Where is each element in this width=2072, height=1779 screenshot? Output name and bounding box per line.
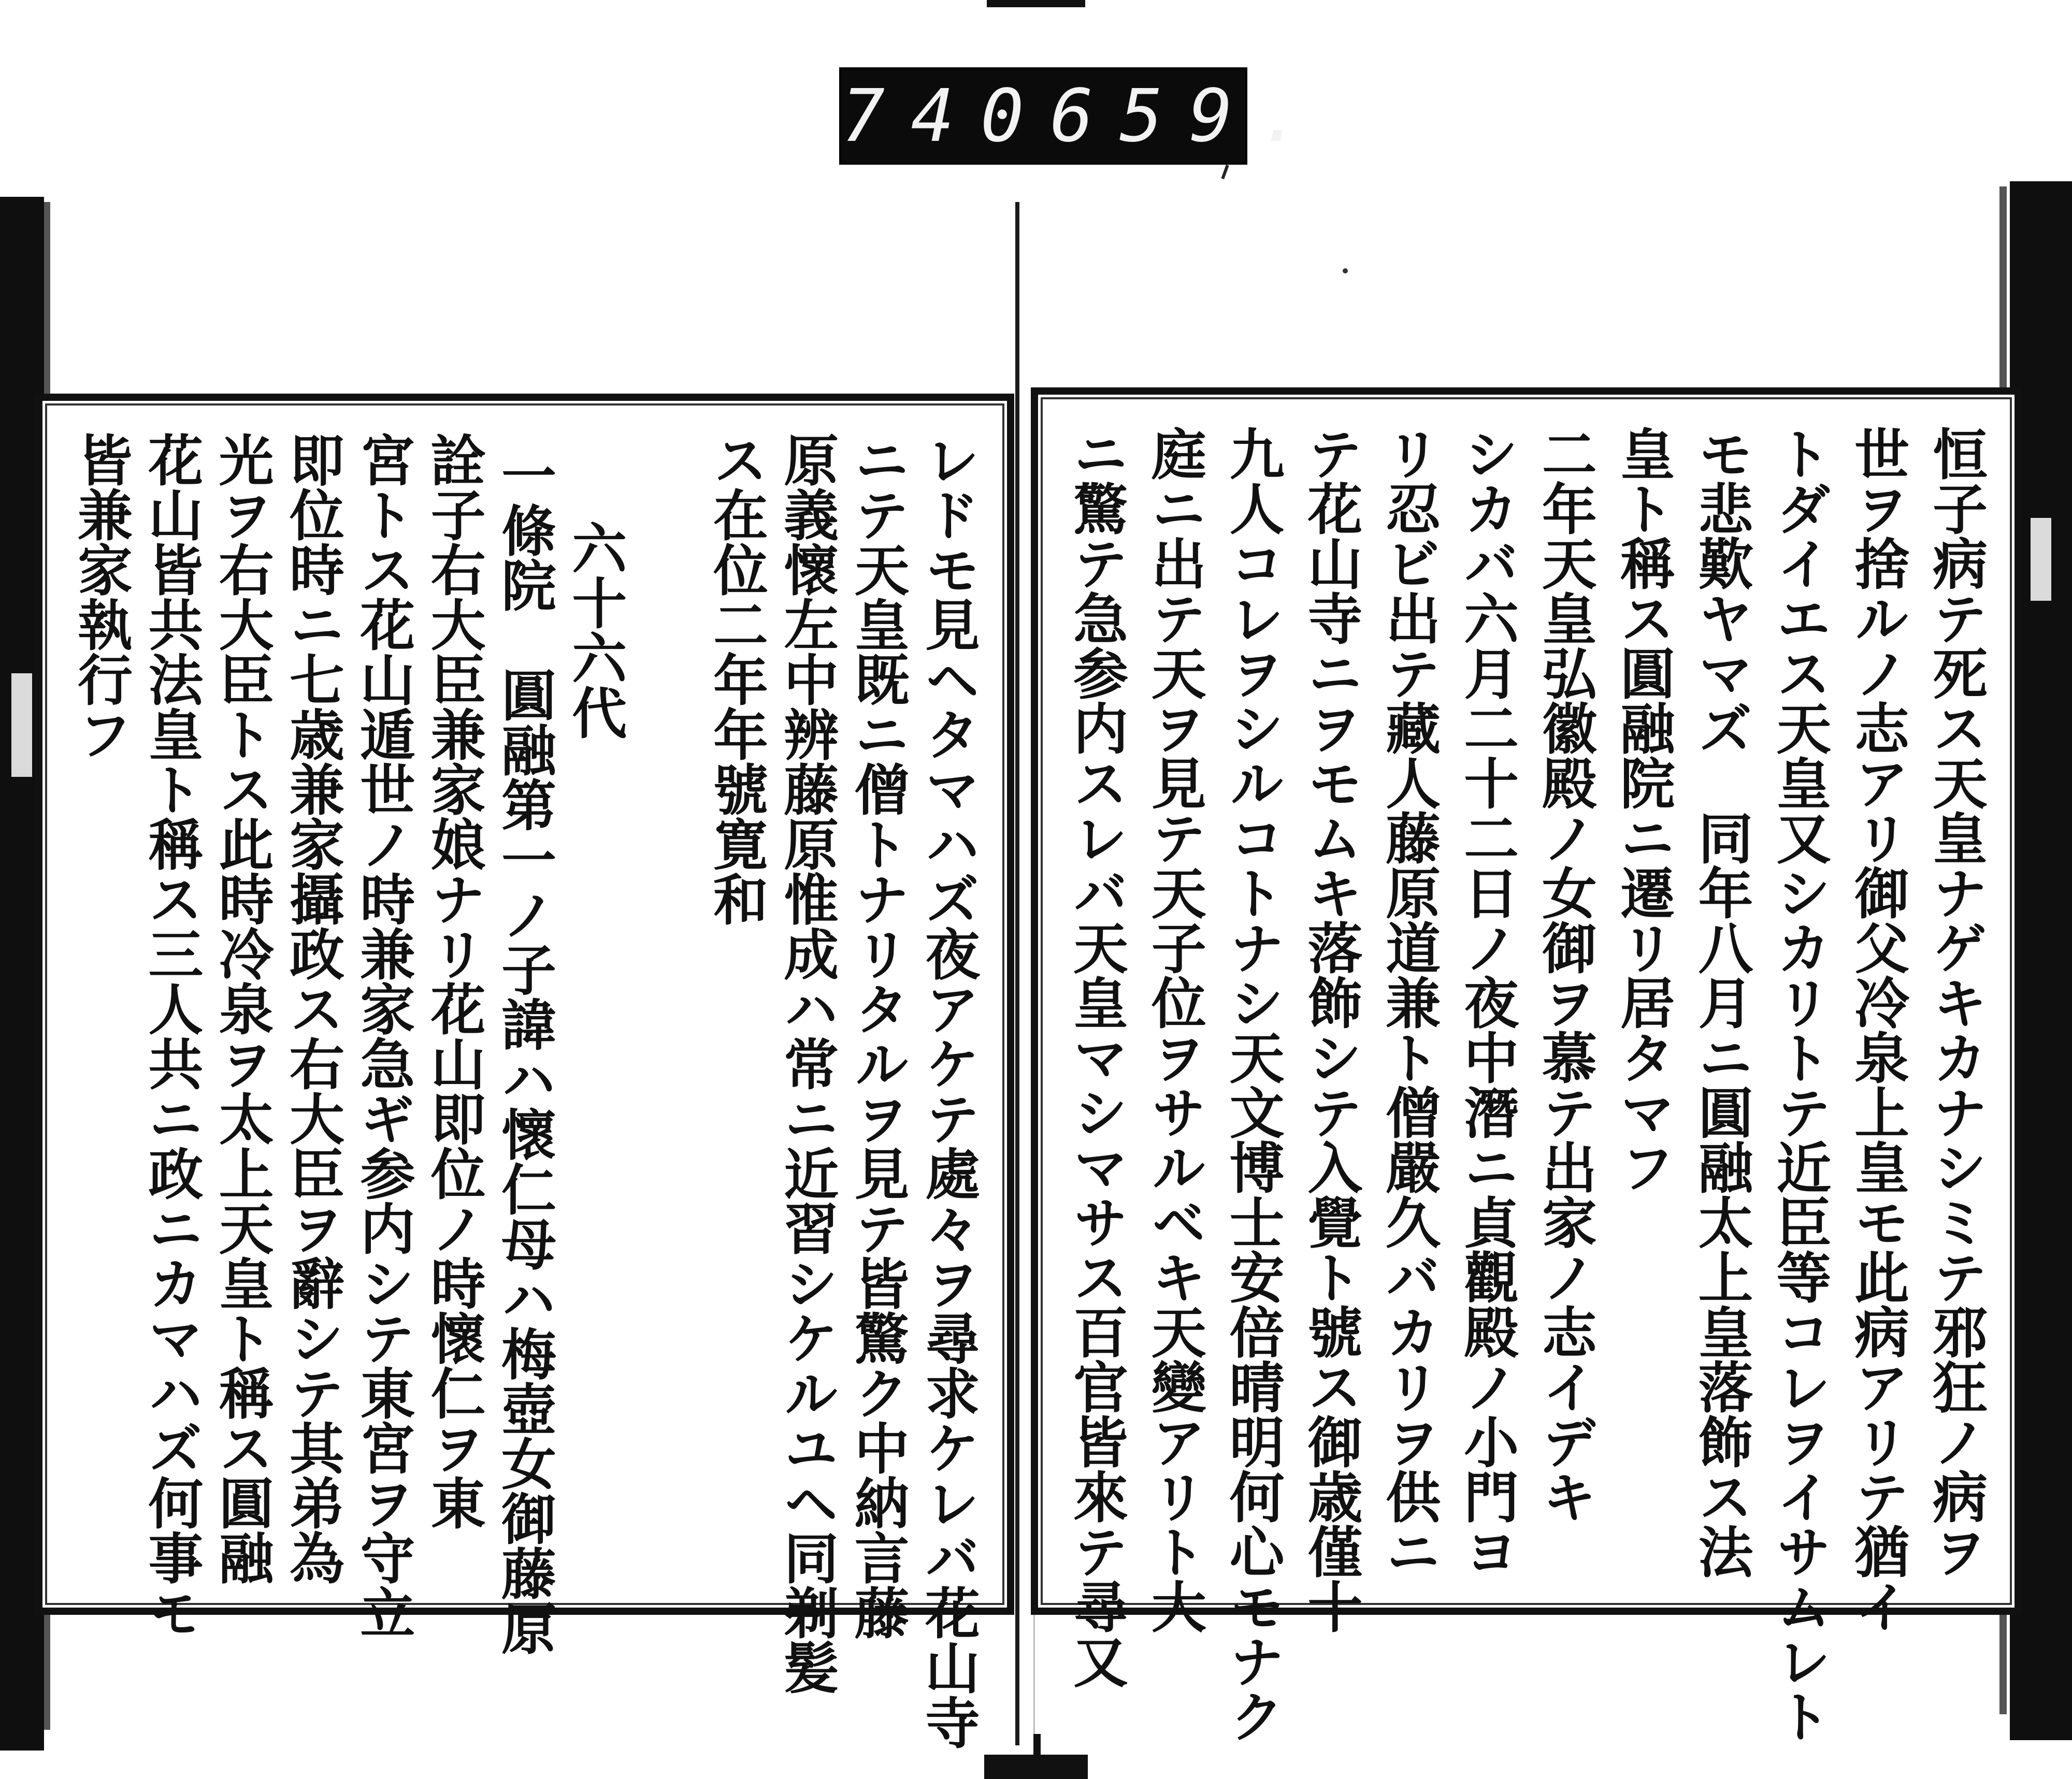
- text-column: 即位時ニ七歳兼家攝政ス右大臣ヲ辭シテ其弟為: [280, 432, 346, 1585]
- text-column: 九人コレヲシルコトナシ天文博士安倍晴明何心モナク: [1220, 426, 1286, 1743]
- text-column: ス在位二年年號寛和: [704, 432, 769, 926]
- text-column: 詮子右大臣兼家娘ナリ花山即位ノ時懷仁ヲ東: [422, 432, 487, 1530]
- text-column: 二年天皇弘徽殿ノ女御ヲ慕テ出家ノ志イデキ: [1533, 426, 1598, 1524]
- text-column: ニ驚テ急参内スレバ天皇マシマサス百官皆來テ尋又: [1064, 426, 1129, 1688]
- ink-speck: [1343, 268, 1348, 273]
- edge-bleed: [11, 673, 32, 777]
- scan-edge-bottom: [984, 1755, 1088, 1779]
- text-column: レドモ見ヘタマハズ夜アケテ處々ヲ尋求ケレバ花山寺: [916, 432, 981, 1749]
- text-column: 宮トス花山遁世ノ時兼家急ギ参内シテ東宮ヲ守立: [351, 432, 416, 1640]
- call-number-left: 740: [841, 74, 1050, 158]
- text-column: 庭ニ出テ天ヲ見テ天子位ヲサルベキ天變アリト大: [1142, 426, 1207, 1633]
- edge-bleed: [2031, 518, 2051, 601]
- text-column: リ忍ビ出テ藏人藤原道兼ト僧嚴久バカリヲ供ニ: [1377, 426, 1442, 1579]
- text-column: 皆兼家執行フ: [69, 432, 134, 761]
- text-column: 世ヲ捨ルノ志アリ御父冷泉上皇モ此病アリテ猶イ: [1846, 426, 1911, 1633]
- text-column: ニテ天皇既ニ僧トナリタルヲ見テ皆驚ク中納言藤: [845, 432, 911, 1640]
- left-page-text: [69, 432, 981, 1749]
- right-page-frame: [1031, 387, 2022, 1743]
- scan-edge-top: [987, 0, 1085, 7]
- text-column: シカバ六月二十二日ノ夜中潛ニ貞觀殿ノ小門ヨ: [1455, 426, 1520, 1579]
- call-number-right: 659.: [1049, 74, 1329, 158]
- right-page-text: [1064, 426, 1989, 1743]
- reign-heading: 六十六代: [563, 520, 628, 740]
- text-column: トダイエス天皇又シカリトテ近臣等コレヲイサムレト: [1767, 426, 1833, 1743]
- book-gutter-line: [1015, 202, 1019, 1745]
- text-column: 原義懷左中辨藤原惟成ハ常ニ近習シケルユヘ同剃髪: [775, 432, 840, 1695]
- left-page-frame: [35, 394, 1014, 1749]
- text-column: 一條院 圓融第一ノ子諱ハ懷仁母ハ梅壺女御藤原: [492, 447, 557, 1655]
- ink-mark: [1221, 165, 1229, 179]
- text-column: 花山皆共法皇ト稱ス三人共ニ政ニカマハズ何事モ: [139, 432, 205, 1640]
- text-column: 皇ト稱ス圓融院ニ遷リ居タマフ: [1611, 426, 1676, 1194]
- text-column: モ悲歎ヤマズ 同年八月ニ圓融太上皇落飾ス法: [1689, 426, 1754, 1579]
- call-number-label: [839, 67, 1329, 165]
- text-column: テ花山寺ニヲモムキ落飾シテ入覺ト號ス御歳僅十: [1299, 426, 1364, 1633]
- text-column: 恒子病テ死ス天皇ナゲキカナシミテ邪狂ノ病ヲ: [1923, 426, 1989, 1579]
- text-column: 光ヲ右大臣トス此時冷泉ヲ太上天皇ト稱ス圓融: [210, 432, 275, 1585]
